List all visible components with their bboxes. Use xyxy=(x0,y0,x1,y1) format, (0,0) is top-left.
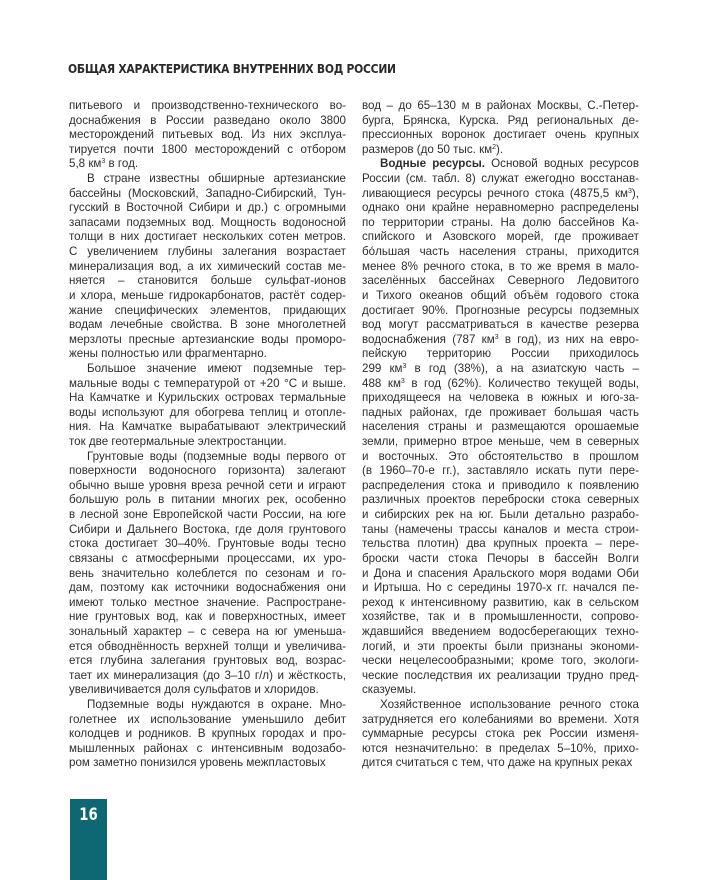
text-line: 488 $км^3$ в год (62%). Количество текущей воды, xyxy=(362,376,640,390)
text-line: размеров (до 50 тыс. $км^2$). xyxy=(362,142,504,156)
text-line: ток две геотермальные электростанции. xyxy=(69,435,287,449)
page-number-tab xyxy=(70,799,107,880)
text-line: (в 1960–70-е гг.), заставляло искать пути пере- xyxy=(362,464,639,478)
text-line: бóльшая часть населения страны, приходится xyxy=(362,245,639,259)
text-line: На Камчатке и Курильских островах термальные xyxy=(69,391,346,405)
text-line: заселённых бассейнах Северного Ледовитого xyxy=(362,274,639,288)
text-line: ния. На Камчатке вырабатывают электрический xyxy=(69,420,346,434)
text-line: большую роль в питании многих рек, особенно xyxy=(69,493,346,507)
text-line: Большое значение имеют подземные тер- xyxy=(87,361,346,375)
right-text-column xyxy=(362,99,639,771)
text-line: дится считаться с тем, что даже на крупных реках xyxy=(362,756,633,770)
text-line: В стране известны обширные артезианские xyxy=(87,172,346,186)
text-line: хозяйстве, так и в промышленности, сопрово- xyxy=(362,610,639,624)
text-line: Водные ресурсы. Основой водных ресурсов xyxy=(380,157,639,171)
text-line: реход к интенсивному развитию, как в сельском xyxy=(362,595,639,609)
text-line: броски части стока Печоры в бассейн Волги xyxy=(362,551,639,565)
text-line: затрудняется его колебаниями во времени. Хотя xyxy=(362,712,639,726)
text-line: бурга, Брянска, Курска. Ряд региональных де- xyxy=(362,113,639,127)
text-line: ется обводнённость верхней толщи и увеличива- xyxy=(69,639,346,653)
text-line: спийского и Азовского морей, где проживает xyxy=(362,230,639,244)
text-line: таны (намечены трассы каналов и места строи- xyxy=(362,522,639,536)
text-line: водоснабжения (787 $км^3$ в год), из них на евро- xyxy=(362,332,639,346)
text-line: обычно выше уровня вреза речной сети и играют xyxy=(69,478,346,492)
text-line: ется глубина залегания грунтовых вод, возрас- xyxy=(69,654,346,668)
text-line: ждавшийся введением водосберегающих техно- xyxy=(362,624,639,638)
text-line: гусский в Восточной Сибири и др.) с огромными xyxy=(69,201,346,215)
text-line: жание специфических элементов, придающих xyxy=(69,303,346,317)
text-line: запасами подземных вод. Мощность водоносной xyxy=(69,215,346,229)
text-line: и хлора, меньше гидрокарбонатов, растёт содер- xyxy=(69,288,346,302)
text-line: имеют только местное значение. Распростране- xyxy=(69,595,346,609)
text-line: мальные воды с температурой от +20 °С и выше. xyxy=(69,376,346,390)
text-line: вод могут рассматриваться в качестве резерва xyxy=(362,318,639,332)
section-lead-heading: Водные ресурсы. xyxy=(380,157,485,171)
left-text-column xyxy=(69,99,346,771)
text-line: Подземные воды нуждаются в охране. Мно- xyxy=(87,697,346,711)
text-line: достигает 90%. Прогнозные ресурсы подземных xyxy=(362,303,639,317)
text-line: сказуемы. xyxy=(362,683,417,697)
text-line: менее 8% речного стока, в то же время в мало- xyxy=(362,259,639,273)
text-line: тируется почти 1800 месторождений с отбором xyxy=(69,142,346,156)
page-title: ОБЩАЯ ХАРАКТЕРИСТИКА ВНУТРЕННИХ ВОД РОССИИ xyxy=(68,61,396,76)
text-line: и Тихого океанов общий объём годового стока xyxy=(362,288,639,302)
text-line: 299 $км^3$ в год (38%), а на азиатскую часть – xyxy=(362,361,639,375)
page-number: 16 xyxy=(79,805,98,825)
text-line: питьевого и производственно-технического во- xyxy=(69,99,346,112)
text-line: ром заметно понизился уровень межпластовых xyxy=(69,756,326,770)
text-line: водам лечебные свойства. В зоне многолетней xyxy=(69,318,346,332)
text-line: месторождений питьевых вод. Из них эксплуа- xyxy=(69,128,346,142)
text-line: логий, и эти проекты были признаны экономи- xyxy=(362,639,639,653)
text-line: бассейны (Московский, Западно-Сибирский, Тун- xyxy=(69,186,346,200)
text-line: воды используют для обогрева теплиц и отопле- xyxy=(69,405,346,419)
text-line: голетнее их использование уменьшило дебит xyxy=(69,712,346,726)
text-line: ние грунтовых вод, как и поверхностных, имеет xyxy=(69,610,346,624)
text-line: мерзлоты пресные артезианские воды проморо- xyxy=(69,332,346,346)
text-line: и Дона и спасения Аральского моря водами Оби xyxy=(362,566,639,580)
text-line: поверхности водоносного горизонта) залегают xyxy=(69,464,346,478)
text-line: распределения стока и приводило к появлению xyxy=(362,478,639,492)
text-line: по территории страны. На долю бассейнов Ка- xyxy=(362,215,639,229)
text-line: зональный характер – с севера на юг уменьша- xyxy=(69,624,346,638)
text-line: вень значительно колеблется по сезонам и го- xyxy=(69,566,346,580)
text-line: в лесной зоне Европейской части России, на юге xyxy=(69,508,346,522)
text-line: ливающиеся ресурсы речного стока (4875,5 $км^3$), xyxy=(362,186,639,200)
text-line: ются незначительно: в пределах 5–10%, прихо- xyxy=(362,741,639,755)
text-line: Хозяйственное использование речного стока xyxy=(380,697,639,711)
text-line: падных районах, где проживает большая часть xyxy=(362,405,639,419)
text-line: дам, поэтому как источники водоснабжения они xyxy=(69,581,346,595)
text-line: 5,8 $км^3$ в год. xyxy=(69,157,139,171)
text-line: приходящееся на человека в южных и юго-за- xyxy=(362,391,639,405)
text-line: и сибирских рек на юг. Были детально разрабо- xyxy=(362,508,639,522)
text-line: земли, примерно втрое меньше, чем в северных xyxy=(362,435,639,449)
text-line: населения страны и размещаются орошаемые xyxy=(362,420,639,434)
text-line: жены полностью или фрагментарно. xyxy=(69,347,267,361)
text-line: суммарные ресурсы стока рек России изменя- xyxy=(362,727,639,741)
text-line: и Иртыша. Но с середины 1970-х гг. начался пе- xyxy=(362,581,639,595)
text-line: вод – до 65–130 м в районах Москвы, С.-Петер- xyxy=(362,99,639,112)
text-line: тает их минерализация (до 3–10 г/л) и жёсткость, xyxy=(69,668,346,682)
text-line: няется – становится больше сульфат-ионов xyxy=(69,274,346,288)
text-line: мышленных районах с интенсивным водозабо- xyxy=(69,741,346,755)
text-line: стока достигает 30–40%. Грунтовые воды тесно xyxy=(69,537,346,551)
text-line: России (см. табл. 8) служат ежегодно восстанав- xyxy=(362,172,639,186)
text-line: ческие последствия их реализации трудно пред- xyxy=(362,668,639,682)
text-line: чески нецелесообразными; кроме того, экологи- xyxy=(362,654,639,668)
text-line: Сибири и Дальнего Востока, где доля грунтового xyxy=(69,522,346,536)
text-line: доснабжения в России разведано около 3800 xyxy=(69,113,346,127)
text-line: и восточных. Это обстоятельство в прошлом xyxy=(362,449,639,463)
text-line: связаны с атмосферными процессами, их уро- xyxy=(69,551,346,565)
text-line: тельства плотин) два крупных проекта – пере- xyxy=(362,537,639,551)
text-line: минерализация вод, а их химический состав ме- xyxy=(69,259,346,273)
text-line: толщи в них достигает нескольких сотен метров. xyxy=(69,230,346,244)
text-line: увеливичивается доля сульфатов и хлоридов. xyxy=(69,683,319,697)
text-line: колодцев и родников. В крупных городах и про- xyxy=(69,727,346,741)
text-line: различных проектов переброски стока северных xyxy=(362,493,639,507)
text-line: пейскую территорию России приходилось xyxy=(362,347,639,361)
text-line: С увеличением глубины залегания возрастает xyxy=(69,245,346,259)
text-line: Грунтовые воды (подземные воды первого от xyxy=(87,449,346,463)
text-line: однако они крайне неравномерно распределены xyxy=(362,201,639,215)
text-line: прессионных воронок достигает очень крупных xyxy=(362,128,639,142)
